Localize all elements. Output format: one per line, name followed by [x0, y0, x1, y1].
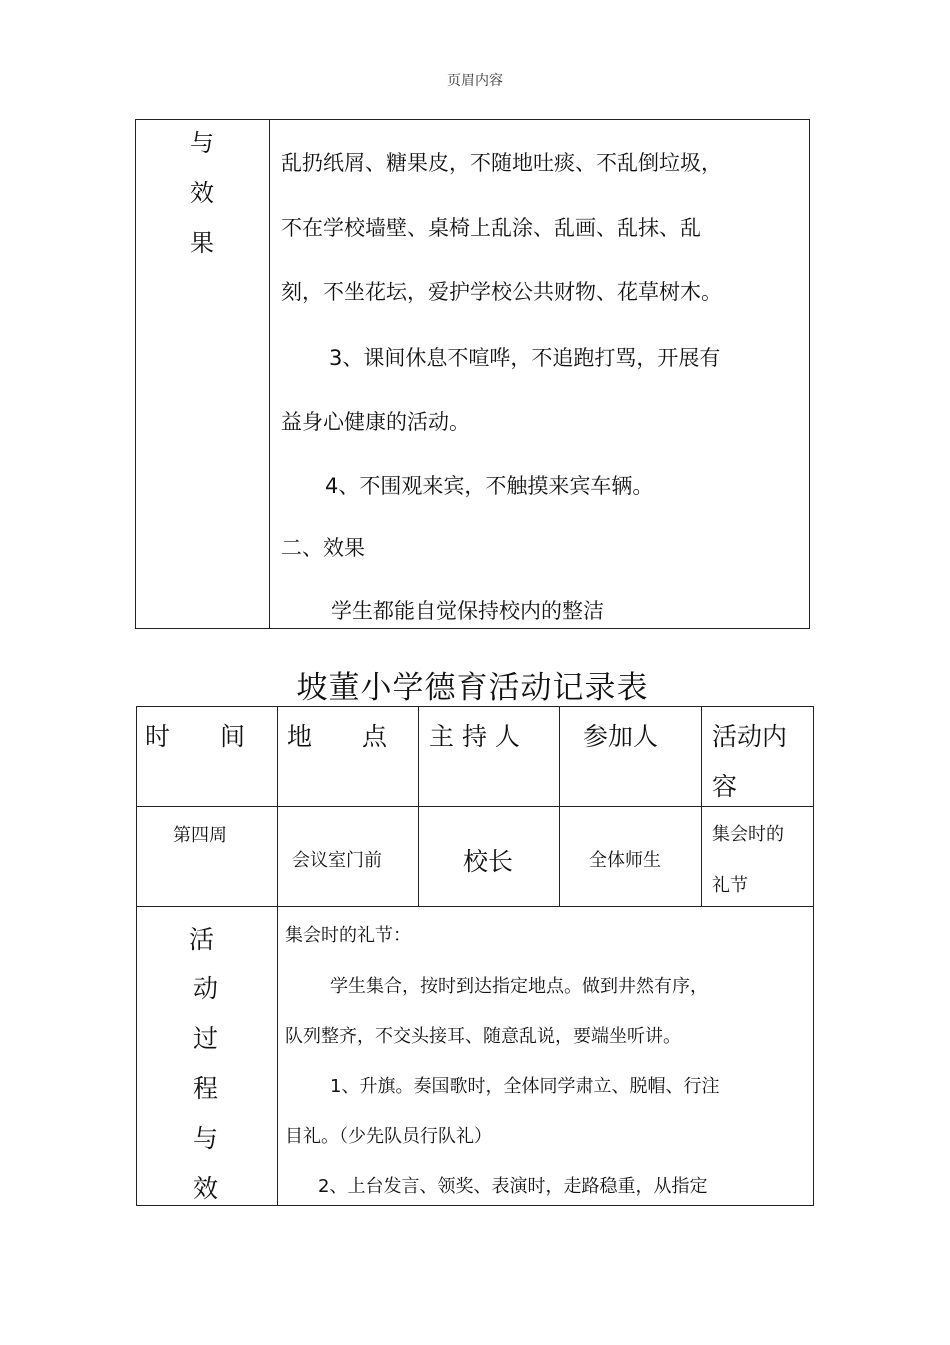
header-host: 主 持 人: [429, 722, 520, 751]
content-line: 乱扔纸屑、糖果皮，不随地吐痰、不乱倒垃圾，: [281, 151, 722, 175]
process-line: 队列整齐，不交头接耳、随意乱说，要端坐听讲。: [285, 1026, 681, 1047]
process-label-char: 动: [193, 974, 219, 1003]
section-label-char: 与: [190, 129, 214, 157]
process-label-char: 程: [193, 1074, 219, 1103]
column-divider: [701, 707, 702, 907]
process-label-char: 过: [193, 1024, 219, 1053]
process-label-char: 与: [193, 1124, 219, 1153]
activity-record-table: [136, 706, 814, 1206]
column-divider: [277, 707, 278, 1205]
content-line: 学生都能自觉保持校内的整洁: [331, 599, 604, 623]
process-line: 集会时的礼节：: [285, 925, 411, 946]
content-line: 不在学校墙壁、桌椅上乱涂、乱画、乱抹、乱: [281, 216, 701, 240]
row-divider: [137, 806, 813, 807]
content-line: 刻，不坐花坛，爱护学校公共财物、花草树木。: [281, 280, 722, 304]
cell-participants: 全体师生: [589, 850, 661, 871]
column-divider: [269, 120, 270, 628]
header-content: 活动内: [712, 722, 788, 751]
column-divider: [559, 707, 560, 907]
cell-place: 会议室门前: [292, 850, 382, 871]
row-divider: [137, 906, 813, 907]
section-heading: 二、效果: [281, 536, 365, 560]
content-line: 3、课间休息不喧哗，不追跑打骂，开展有: [329, 346, 721, 370]
process-line: 目礼。（少先队员行队礼）: [285, 1126, 492, 1147]
cell-host: 校长: [463, 847, 514, 876]
cell-content: 集会时的: [712, 824, 784, 845]
record-table-continued: [135, 119, 810, 629]
process-line: 学生集合，按时到达指定地点。做到井然有序，: [330, 976, 708, 997]
header-content-cont: 容: [712, 772, 738, 801]
process-line: 2、上台发言、领奖、表演时，走路稳重，从指定: [318, 1176, 708, 1197]
page-header: 页眉内容: [447, 73, 503, 89]
content-line: 4、不围观来宾，不触摸来宾车辆。: [325, 474, 654, 498]
process-label-char: 活: [189, 925, 215, 954]
cell-content-cont: 礼节: [712, 875, 748, 896]
cell-time: 第四周: [173, 825, 227, 846]
header-participants: 参加人: [583, 722, 659, 751]
page-title: 坡董小学德育活动记录表: [296, 670, 649, 706]
header-place: 地 点: [287, 722, 388, 751]
column-divider: [418, 707, 419, 907]
header-time: 时 间: [145, 722, 246, 751]
content-line: 益身心健康的活动。: [281, 410, 470, 434]
process-line: 1、升旗。奏国歌时，全体同学肃立、脱帽、行注: [330, 1076, 720, 1097]
process-label-char: 效: [193, 1174, 219, 1203]
section-label-char: 效: [190, 179, 214, 207]
section-label-char: 果: [190, 229, 214, 257]
